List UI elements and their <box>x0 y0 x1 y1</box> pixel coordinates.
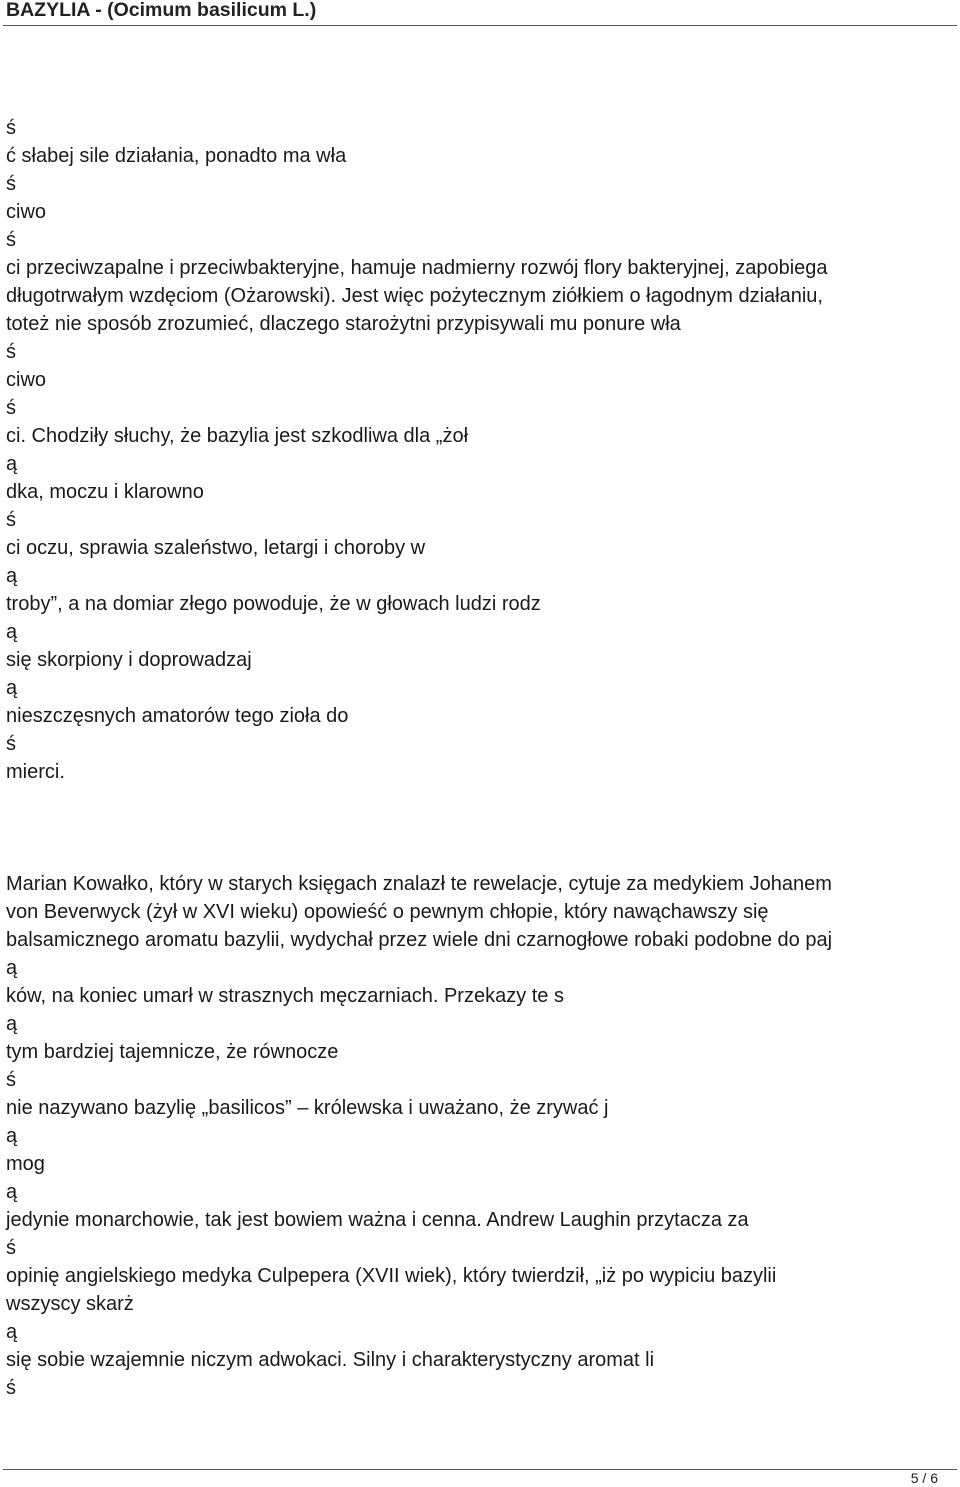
paragraph-1 <box>6 114 956 786</box>
text-line: dka, moczu i klarowno <box>6 481 204 503</box>
text-line: wszyscy skarż <box>6 1293 134 1315</box>
text-line: ci oczu, sprawia szaleństwo, letargi i choroby w <box>6 537 426 559</box>
text-line: Marian Kowałko, który w starych księgach znalazł te rewelacje, cytuje za medykiem Johanem <box>6 873 832 895</box>
document-body <box>6 114 956 1402</box>
text-line: ś <box>6 1069 16 1091</box>
paragraph-2 <box>6 870 956 1402</box>
text-line: von Beverwyck (żył w XVI wieku) opowieść o pewnym chłopie, który nawąchawszy się <box>6 901 769 923</box>
text-line: ą <box>6 957 18 979</box>
text-line: ą <box>6 1321 18 1343</box>
text-line: ą <box>6 621 18 643</box>
text-line: tym bardziej tajemnicze, że równocze <box>6 1041 339 1063</box>
text-line: ś <box>6 229 16 251</box>
document-title: BAZYLIA - (Ocimum basilicum L.) <box>6 0 317 21</box>
page-header <box>0 0 960 26</box>
text-line: ś <box>6 397 16 419</box>
text-line: ą <box>6 453 18 475</box>
paragraph-gap <box>6 814 956 842</box>
paragraph-gap <box>6 842 956 870</box>
text-line: ciwo <box>6 369 47 391</box>
text-line: jedynie monarchowie, tak jest bowiem ważna i cenna. Andrew Laughin przytacza za <box>6 1209 749 1231</box>
text-line: ś <box>6 341 16 363</box>
text-line: balsamicznego aromatu bazylii, wydychał przez wiele dni czarnogłowe robaki podobne do paj <box>6 929 833 951</box>
text-line: nieszczęsnych amatorów tego zioła do <box>6 705 349 727</box>
header-divider <box>3 25 957 26</box>
text-line: ą <box>6 677 18 699</box>
text-line: ś <box>6 117 16 139</box>
text-line: ć słabej sile działania, ponadto ma wła <box>6 145 347 167</box>
text-line: ą <box>6 565 18 587</box>
text-line: troby”, a na domiar złego powoduje, że w głowach ludzi rodz <box>6 593 541 615</box>
page-number: 5 / 6 <box>910 1470 938 1486</box>
text-line: długotrwałym wzdęciom (Ożarowski). Jest więc pożytecznym ziółkiem o łagodnym działaniu, <box>6 285 823 307</box>
text-line: opinię angielskiego medyka Culpepera (XVII wiek), który twierdził, „iż po wypiciu bazylii <box>6 1265 777 1287</box>
text-line: mierci. <box>6 761 65 783</box>
text-line: ci przeciwzapalne i przeciwbakteryjne, hamuje nadmierny rozwój flory bakteryjnej, zapobiega <box>6 257 828 279</box>
text-line: ą <box>6 1013 18 1035</box>
footer-divider <box>3 1469 957 1470</box>
text-line: ci. Chodziły słuchy, że bazylia jest szkodliwa dla „żoł <box>6 425 469 447</box>
text-line: ś <box>6 509 16 531</box>
text-line: ą <box>6 1181 18 1203</box>
text-line: ś <box>6 1237 16 1259</box>
text-line: ą <box>6 1125 18 1147</box>
text-line: mog <box>6 1153 45 1175</box>
text-line: toteż nie sposób zrozumieć, dlaczego starożytni przypisywali mu ponure wła <box>6 313 681 335</box>
text-line: ś <box>6 733 16 755</box>
text-line: ków, na koniec umarł w strasznych męczarniach. Przekazy te s <box>6 985 564 1007</box>
text-line: się skorpiony i doprowadzaj <box>6 649 252 671</box>
text-line: ciwo <box>6 201 47 223</box>
text-line: ś <box>6 173 16 195</box>
text-line: nie nazywano bazylię „basilicos” – królewska i uważano, że zrywać j <box>6 1097 609 1119</box>
text-line: się sobie wzajemnie niczym adwokaci. Silny i charakterystyczny aromat li <box>6 1349 655 1371</box>
text-line: ś <box>6 1377 16 1399</box>
paragraph-gap <box>6 786 956 814</box>
